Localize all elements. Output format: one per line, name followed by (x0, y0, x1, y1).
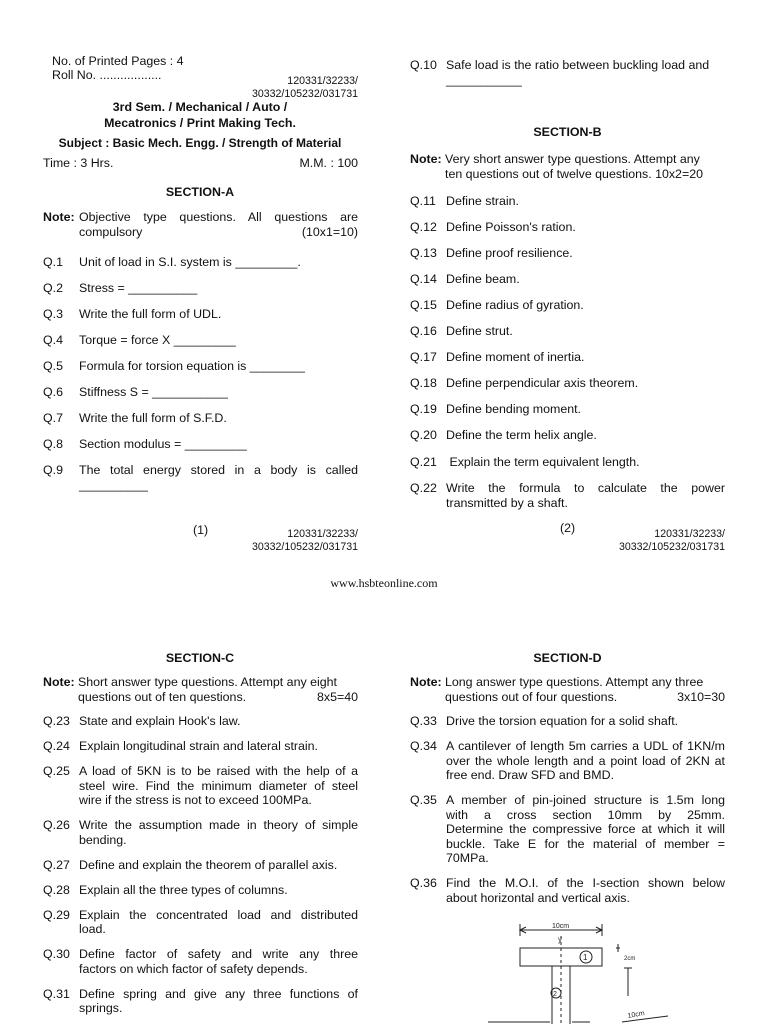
note-line2: compulsory (79, 225, 143, 239)
note-label: Note: (43, 675, 75, 689)
question-text-line5: 70MPa. (446, 851, 489, 865)
question-text: Section modulus = _________ (79, 437, 247, 451)
footer-code-line2: 30332/105232/031731 (251, 540, 358, 553)
question-number: Q.6 (43, 385, 63, 399)
question-number: Q.13 (410, 246, 437, 260)
page-number-2: (2) (560, 521, 576, 535)
note-line1: Short answer type questions. Attempt any eight (78, 675, 337, 689)
section-b-note (410, 152, 725, 184)
question-number: Q.10 (410, 58, 437, 72)
footer-code-line2: 30332/105232/031731 (618, 540, 725, 553)
question-number: Q.24 (43, 739, 70, 753)
question-text-line1: Write the formula to calculate the power (446, 481, 725, 495)
question-text-line2: __________ (79, 478, 148, 492)
question-text: Explain the term equivalent length. (446, 455, 640, 469)
question-text-line1: Find the M.O.I. of the I-section shown below (446, 876, 725, 890)
question-number: Q.16 (410, 324, 437, 338)
question-9 (43, 463, 358, 495)
question-text-line2: transmitted by a shaft. (446, 496, 568, 510)
question-text-line1: A load of 5KN is to be raised with the help of a (79, 764, 358, 778)
note-marks: 8x5=40 (317, 690, 358, 704)
question-text-line1: Explain all the three types of columns. (79, 882, 288, 897)
question-text: Define bending moment. (446, 402, 582, 416)
question-text: Define radius of gyration. (446, 298, 584, 312)
note-marks: (10x1=10) (301, 225, 358, 239)
question-number: Q.35 (410, 793, 437, 807)
footer-code-line1: 120331/32233/ (287, 528, 358, 540)
max-marks: M.M. : 100 (299, 156, 358, 170)
question-text-line3: free end. Draw SFD and BMD. (446, 768, 615, 782)
question-text-line1: Define factor of safety and write any three (79, 947, 358, 961)
note-marks: 3x10=30 (677, 690, 725, 704)
question-text: Define moment of inertia. (446, 350, 585, 364)
label-2: 2 (553, 991, 557, 998)
question-number: Q.3 (43, 307, 63, 321)
section-d-title: SECTION-D (533, 651, 602, 665)
section-c-note (43, 675, 358, 707)
section-c-title: SECTION-C (165, 651, 235, 665)
question-text-line2: factors on which factor of safety depends. (79, 961, 308, 976)
note-line1: Long answer type questions. Attempt any three (445, 675, 704, 689)
question-number: Q.7 (43, 411, 63, 425)
question-text: Formula for torsion equation is ________ (79, 359, 305, 373)
section-d-note (410, 675, 725, 707)
question-number: Q.12 (410, 220, 437, 234)
question-text-line1: Drive the torsion equation for a solid shaft. (446, 714, 679, 728)
note-line1: Very short answer type questions. Attempt any (445, 152, 700, 166)
printed-pages: No. of Printed Pages : 4 (52, 54, 184, 68)
question-text: Define beam. (446, 272, 520, 286)
question-number: Q.4 (43, 333, 63, 347)
question-number: Q.8 (43, 437, 63, 451)
question-text: Define Poisson's ration. (446, 220, 576, 234)
question-number: Q.1 (43, 255, 63, 269)
question-number: Q.22 (410, 481, 437, 495)
question-text-line1: Write the assumption made in theory of simple (79, 818, 358, 832)
question-number: Q.36 (410, 876, 437, 890)
question-text: Stress = __________ (79, 281, 198, 295)
question-text: Define the term helix angle. (446, 428, 597, 442)
question-number: Q.9 (43, 463, 63, 477)
section-a-note (43, 210, 358, 242)
note-line1: Objective type questions. All questions are (79, 210, 358, 224)
question-text-line3: wire if the stress is not to exceed 100MPa. (79, 793, 312, 807)
note-label: Note: (410, 675, 442, 689)
semester-line1: 3rd Sem. / Mechanical / Auto / (112, 100, 288, 114)
label-flange-thickness: 2cm (624, 956, 636, 962)
question-text-line3: Determine the compressive force at which it will (446, 822, 725, 836)
question-number: Q.31 (43, 986, 70, 1001)
question-text-line2: over the whole length and a point load of 2KN at (446, 753, 725, 768)
question-number: Q.11 (410, 194, 436, 208)
subject: Subject : Basic Mech. Engg. / Strength of Material (58, 136, 342, 150)
question-number: Q.33 (410, 714, 437, 728)
question-text-line2: with a cross section 10mm by 25mm. (446, 807, 725, 822)
question-text: Define strain. (446, 194, 520, 208)
question-text: Unit of load in S.I. system is _________. (79, 255, 301, 269)
note-label: Note: (410, 152, 442, 166)
label-top-dimension: 10cm (552, 923, 570, 930)
question-text-line2: about horizontal and vertical axis. (446, 890, 630, 905)
question-text-line1: Explain the concentrated load and distributed (79, 907, 358, 922)
question-number: Q.27 (43, 857, 70, 872)
label-side-dimension: 10cm (627, 1010, 646, 1020)
question-number: Q.28 (43, 882, 70, 897)
time: Time : 3 Hrs. (43, 156, 114, 170)
question-text-line2: ___________ (446, 73, 522, 87)
question-number: Q.23 (43, 714, 70, 728)
question-text-line1: Explain longitudinal strain and lateral strain. (79, 739, 319, 753)
question-number: Q.20 (410, 428, 437, 442)
question-number: Q.21 (410, 455, 437, 469)
question-number: Q.25 (43, 764, 70, 778)
question-number: Q.15 (410, 298, 437, 312)
question-number: Q.19 (410, 402, 437, 416)
question-text-line1: Define spring and give any three functions of (79, 986, 358, 1001)
page-number-1: (1) (193, 523, 209, 537)
question-text-line1: A member of pin-joined structure is 1.5m long (446, 793, 725, 807)
question-number: Q.29 (43, 907, 70, 922)
question-text-line1: A cantilever of length 5m carries a UDL of 1KN/m (446, 739, 725, 753)
question-number: Q.34 (410, 739, 437, 753)
question-number: Q.17 (410, 350, 437, 364)
question-number: Q.18 (410, 376, 437, 390)
paper-code-line1: 120331/32233/ (287, 75, 358, 87)
question-number: Q.30 (43, 947, 70, 961)
semester-line2: Mecatronics / Print Making Tech. (104, 116, 296, 130)
question-text-line1: The total energy stored in a body is called (79, 463, 358, 477)
question-text: Write the full form of UDL. (79, 307, 222, 321)
question-text-line4: buckle. Take E for the material of member = (446, 836, 725, 851)
footer-code-2 (567, 528, 725, 553)
website-url: www.hsbteonline.com (330, 576, 438, 590)
question-text: Define perpendicular axis theorem. (446, 376, 639, 390)
paper-code (200, 75, 358, 100)
roll-no: Roll No. .................. (52, 68, 162, 82)
section-b-title: SECTION-B (533, 125, 602, 139)
question-text: Define strut. (446, 324, 513, 338)
question-10 (410, 58, 725, 90)
question-text: Write the full form of S.F.D. (79, 411, 227, 425)
note-label: Note: (43, 210, 75, 224)
note-line2: questions out of ten questions. (78, 690, 247, 704)
question-text-line2: load. (79, 922, 106, 936)
question-number: Q.2 (43, 281, 63, 295)
note-line2: ten questions out of twelve questions. 10x2=20 (445, 167, 703, 181)
question-number: Q.26 (43, 818, 70, 832)
footer-code-line1: 120331/32233/ (654, 528, 725, 540)
question-text-line2: steel wire. Find the minimum diameter of steel (79, 778, 358, 793)
question-text-line1: Safe load is the ratio between buckling load and (446, 58, 710, 72)
question-text: Stiffness S = ___________ (79, 385, 228, 399)
question-text-line2: springs. (79, 1001, 123, 1015)
label-y-axis: y (558, 935, 562, 944)
question-number: Q.5 (43, 359, 63, 373)
question-text-line1: Define and explain the theorem of parallel axis. (79, 857, 338, 872)
question-text: Define proof resilience. (446, 246, 573, 260)
label-1: 1 (583, 953, 588, 962)
question-number: Q.14 (410, 272, 437, 286)
question-text-line1: State and explain Hook's law. (79, 714, 241, 728)
note-line2: questions out of four questions. (445, 690, 618, 704)
question-text: Torque = force X _________ (79, 333, 236, 347)
footer-code-1 (200, 528, 358, 553)
i-section-figure (480, 918, 670, 1024)
question-text-line2: bending. (79, 832, 127, 847)
question-22 (410, 481, 725, 513)
section-a-title: SECTION-A (165, 185, 235, 199)
paper-code-line2: 30332/105232/031731 (251, 87, 358, 100)
